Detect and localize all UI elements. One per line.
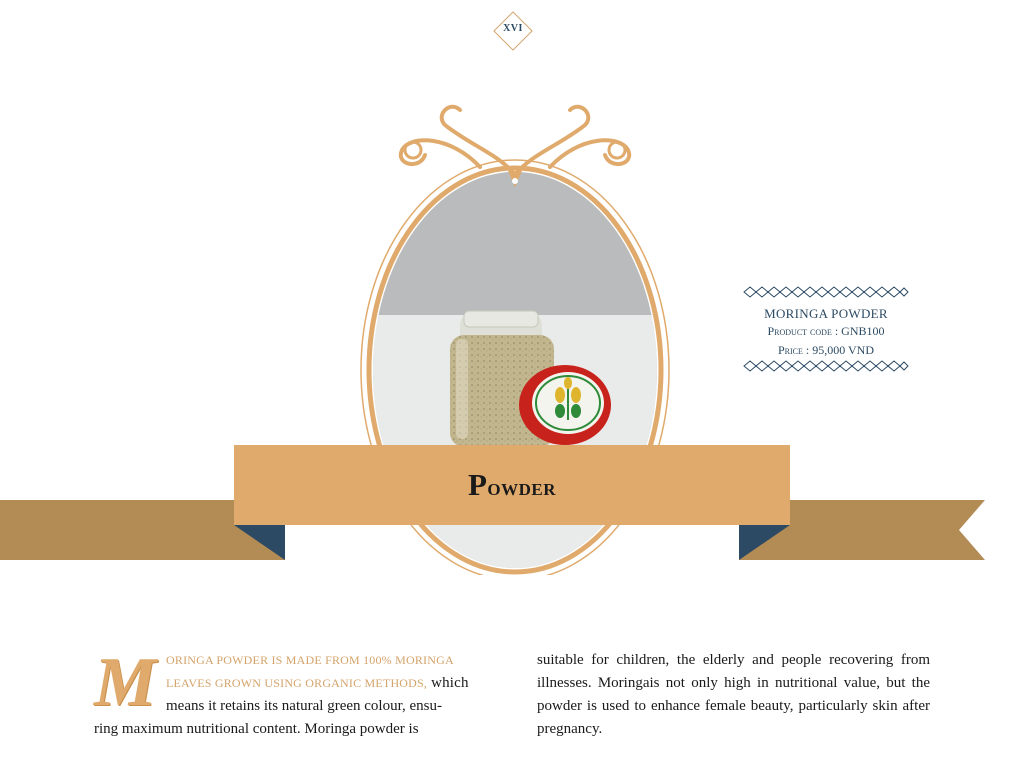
body-column-left [94,644,488,741]
product-card [740,286,912,390]
page-number: XVI [503,23,523,34]
lead-line-2-caps: LEAVES GROWN USING ORGANIC METHODS, [166,676,428,690]
drop-cap: M [94,644,157,721]
diamond-chain-top-icon [742,286,910,298]
lead-line-1: ORINGA POWDER IS MADE FROM 100% MORINGA [166,653,454,667]
diamond-chain-bottom-icon [742,360,910,372]
lead-line-2-tail: which [427,675,469,691]
body-line-3: means it retains its natural green colour, ensu- [166,698,442,714]
product-code: Product code : GNB100 [767,324,885,338]
body-line-4: ring maximum nutritional content. Moringa powder is [94,721,419,737]
product-price: Price : 95,000 VND [777,343,874,357]
title-banner [234,445,790,525]
page-number-badge [494,12,532,50]
product-name: MORINGA POWDER [764,306,888,321]
section-title: Powder [467,467,557,502]
body-column-right: suitable for children, the elderly and people recovering from illnesses. Moringais not only high in nutritional value, but the powder is used to enhance female beauty, particularly skin after pregnancy. [537,652,930,737]
